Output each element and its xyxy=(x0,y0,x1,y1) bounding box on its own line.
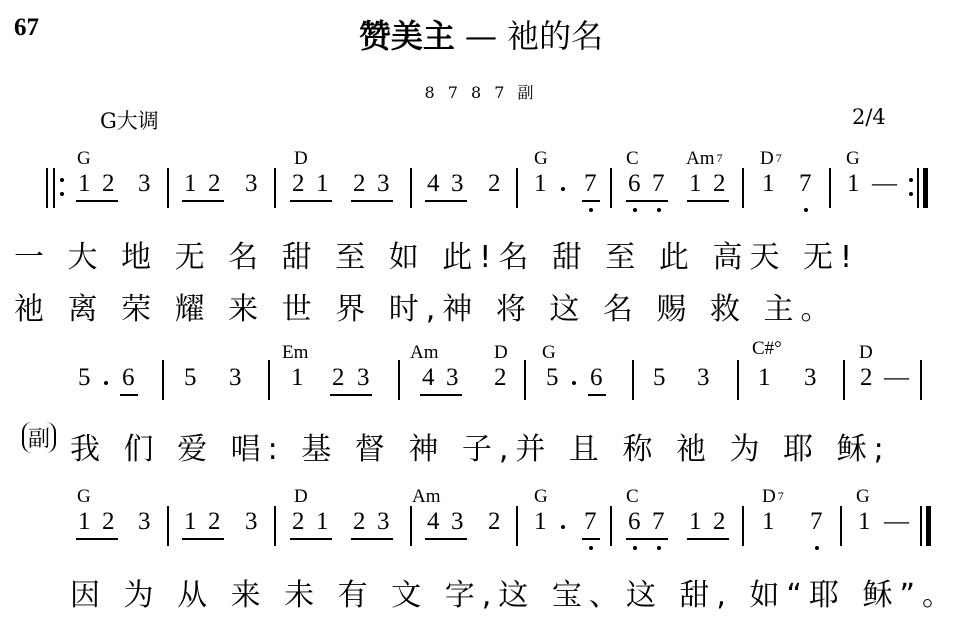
note: 5 xyxy=(78,364,91,391)
barline xyxy=(610,168,612,208)
note: 3 xyxy=(245,170,258,197)
note: 3 xyxy=(377,508,390,535)
octave-dot xyxy=(657,546,661,550)
note: 3 xyxy=(377,170,390,197)
note: 5 xyxy=(546,364,559,391)
beam xyxy=(290,538,332,540)
note: 1 xyxy=(847,170,860,197)
note: 4 xyxy=(427,170,440,197)
chord: G xyxy=(534,486,548,507)
repeat-dot xyxy=(60,192,64,196)
title-sub: 祂的名 xyxy=(507,17,604,55)
barline xyxy=(516,506,518,546)
barline xyxy=(524,360,526,400)
note: 7 xyxy=(810,508,823,535)
key-label: G大调 xyxy=(100,109,159,133)
repeat-dot xyxy=(909,192,913,196)
chord: Em xyxy=(282,342,309,363)
final-barline-thin xyxy=(920,506,922,546)
note: 1 xyxy=(762,508,775,535)
note: 2 xyxy=(208,508,221,535)
note: 2 xyxy=(353,508,366,535)
note: 2 xyxy=(102,170,115,197)
note: 3 xyxy=(804,364,817,391)
chord xyxy=(686,148,723,170)
note: 1 xyxy=(184,170,197,197)
barline xyxy=(167,506,169,546)
barline xyxy=(398,360,400,400)
note: 6 xyxy=(628,170,641,197)
barline xyxy=(610,506,612,546)
beam xyxy=(425,200,467,202)
octave-dot xyxy=(633,546,637,550)
hymn-number: 67 xyxy=(14,14,39,41)
chord xyxy=(760,148,782,170)
note: 2 xyxy=(292,170,305,197)
beam xyxy=(420,394,462,396)
note: 7 xyxy=(799,170,812,197)
chord: C xyxy=(626,148,639,169)
time-signature: 2/4 xyxy=(852,105,886,129)
note: 2 xyxy=(713,508,726,535)
note: 2 xyxy=(494,364,507,391)
chord: D xyxy=(859,342,873,363)
note: 3 xyxy=(451,508,464,535)
barline xyxy=(167,168,169,208)
repeat-end-thin xyxy=(917,168,919,208)
octave-dot xyxy=(589,546,593,550)
beam xyxy=(626,538,668,540)
note: 1 xyxy=(316,508,329,535)
chord: G xyxy=(846,148,860,169)
barline xyxy=(632,360,634,400)
chord: G xyxy=(77,148,91,169)
barline xyxy=(840,506,842,546)
note: 1 xyxy=(291,364,304,391)
chord-root: D xyxy=(762,486,776,507)
lyric-line-verse1: 一 大 地 无 名 甜 至 如 此!名 甜 至 此 高天 无! xyxy=(14,240,860,275)
beam xyxy=(582,200,600,202)
lyric-line-verse2: 祂 离 荣 耀 来 世 界 时,神 将 这 名 赐 救 主。 xyxy=(14,292,838,327)
repeat-end-thick xyxy=(923,168,928,208)
note: 3 xyxy=(229,364,242,391)
note: 1 xyxy=(758,364,771,391)
chord: Am xyxy=(410,342,439,363)
note: 2 xyxy=(488,170,501,197)
beam xyxy=(182,538,224,540)
chord xyxy=(762,486,784,508)
note: 2 xyxy=(353,170,366,197)
note: 1 xyxy=(762,170,775,197)
note: 1 xyxy=(316,170,329,197)
note: 7 xyxy=(652,508,665,535)
barline xyxy=(742,506,744,546)
beam xyxy=(425,538,467,540)
chord: G xyxy=(77,486,91,507)
octave-dot xyxy=(633,208,637,212)
beam xyxy=(351,538,393,540)
augmentation-dot xyxy=(561,187,565,191)
barline xyxy=(742,168,744,208)
note: 6 xyxy=(122,364,135,391)
octave-dot xyxy=(815,546,819,550)
chord-root: D xyxy=(760,148,774,169)
final-barline-thick xyxy=(926,506,931,546)
chord: G xyxy=(534,148,548,169)
chord: C xyxy=(626,486,639,507)
chord: C#° xyxy=(752,338,782,359)
note: 3 xyxy=(451,170,464,197)
repeat-dot xyxy=(60,178,64,182)
note: 7 xyxy=(584,508,597,535)
refrain-mark: 副 xyxy=(22,422,56,453)
note: 3 xyxy=(245,508,258,535)
barline xyxy=(274,168,276,208)
chord: Am xyxy=(412,486,441,507)
beam xyxy=(626,200,668,202)
note: 3 xyxy=(697,364,710,391)
chord-ext: 7 xyxy=(716,151,723,165)
note: 1 xyxy=(184,508,197,535)
beam xyxy=(687,200,729,202)
chord: G xyxy=(542,342,556,363)
note: 4 xyxy=(427,508,440,535)
note: 2 xyxy=(292,508,305,535)
barline xyxy=(516,168,518,208)
repeat-start-thick xyxy=(46,168,48,208)
note: — xyxy=(872,170,897,197)
barline xyxy=(843,360,845,400)
beam xyxy=(687,538,729,540)
note: 7 xyxy=(652,170,665,197)
beam xyxy=(582,538,600,540)
octave-dot xyxy=(589,208,593,212)
note: 1 xyxy=(78,508,91,535)
note: 6 xyxy=(590,364,603,391)
note: 3 xyxy=(357,364,370,391)
barline xyxy=(410,168,412,208)
augmentation-dot xyxy=(572,381,576,385)
repeat-dot xyxy=(909,178,913,182)
beam xyxy=(330,394,372,396)
chord: D xyxy=(294,486,308,507)
note: 5 xyxy=(184,364,197,391)
note: 1 xyxy=(534,508,547,535)
title-dash: — xyxy=(454,17,508,55)
note: 1 xyxy=(858,508,871,535)
note: 4 xyxy=(422,364,435,391)
note: 1 xyxy=(689,508,702,535)
note: 3 xyxy=(446,364,459,391)
chord: D xyxy=(494,342,508,363)
note: 2 xyxy=(102,508,115,535)
octave-dot xyxy=(657,208,661,212)
note: 3 xyxy=(138,170,151,197)
repeat-start-thin xyxy=(53,168,55,208)
note: 2 xyxy=(332,364,345,391)
note: 6 xyxy=(628,508,641,535)
note: — xyxy=(884,364,909,391)
augmentation-dot xyxy=(104,381,108,385)
lyric-line-refrain1: 我 们 爱 唱: 基 督 神 子,并 且 称 祂 为 耶 稣; xyxy=(70,432,891,467)
note: 3 xyxy=(138,508,151,535)
chord-ext: 7 xyxy=(775,151,782,165)
barline xyxy=(737,360,739,400)
octave-dot xyxy=(804,208,808,212)
barline xyxy=(274,506,276,546)
augmentation-dot xyxy=(561,525,565,529)
note: 2 xyxy=(208,170,221,197)
page-title xyxy=(0,16,962,56)
note: 1 xyxy=(689,170,702,197)
barline xyxy=(268,360,270,400)
beam xyxy=(182,200,224,202)
note: 1 xyxy=(534,170,547,197)
lyric-line-refrain2: 因 为 从 来 未 有 文 字,这 宝、这 甜, 如“耶 稣”。 xyxy=(70,578,960,613)
meter-label: 8 7 8 7 副 xyxy=(424,83,538,102)
note: — xyxy=(884,508,909,535)
chord-ext: 7 xyxy=(777,489,784,503)
chord-root: Am xyxy=(686,148,715,169)
note: 2 xyxy=(488,508,501,535)
barline xyxy=(410,506,412,546)
note: 5 xyxy=(653,364,666,391)
barline xyxy=(829,168,831,208)
note: 7 xyxy=(584,170,597,197)
chord: G xyxy=(856,486,870,507)
chord: D xyxy=(294,148,308,169)
beam xyxy=(76,200,118,202)
beam xyxy=(290,200,332,202)
note: 2 xyxy=(860,364,873,391)
beam xyxy=(120,394,138,396)
beam xyxy=(76,538,118,540)
note: 1 xyxy=(78,170,91,197)
barline xyxy=(920,360,922,400)
note: 2 xyxy=(713,170,726,197)
title-main: 赞美主 xyxy=(358,17,455,55)
beam xyxy=(588,394,606,396)
barline xyxy=(162,360,164,400)
beam xyxy=(351,200,393,202)
